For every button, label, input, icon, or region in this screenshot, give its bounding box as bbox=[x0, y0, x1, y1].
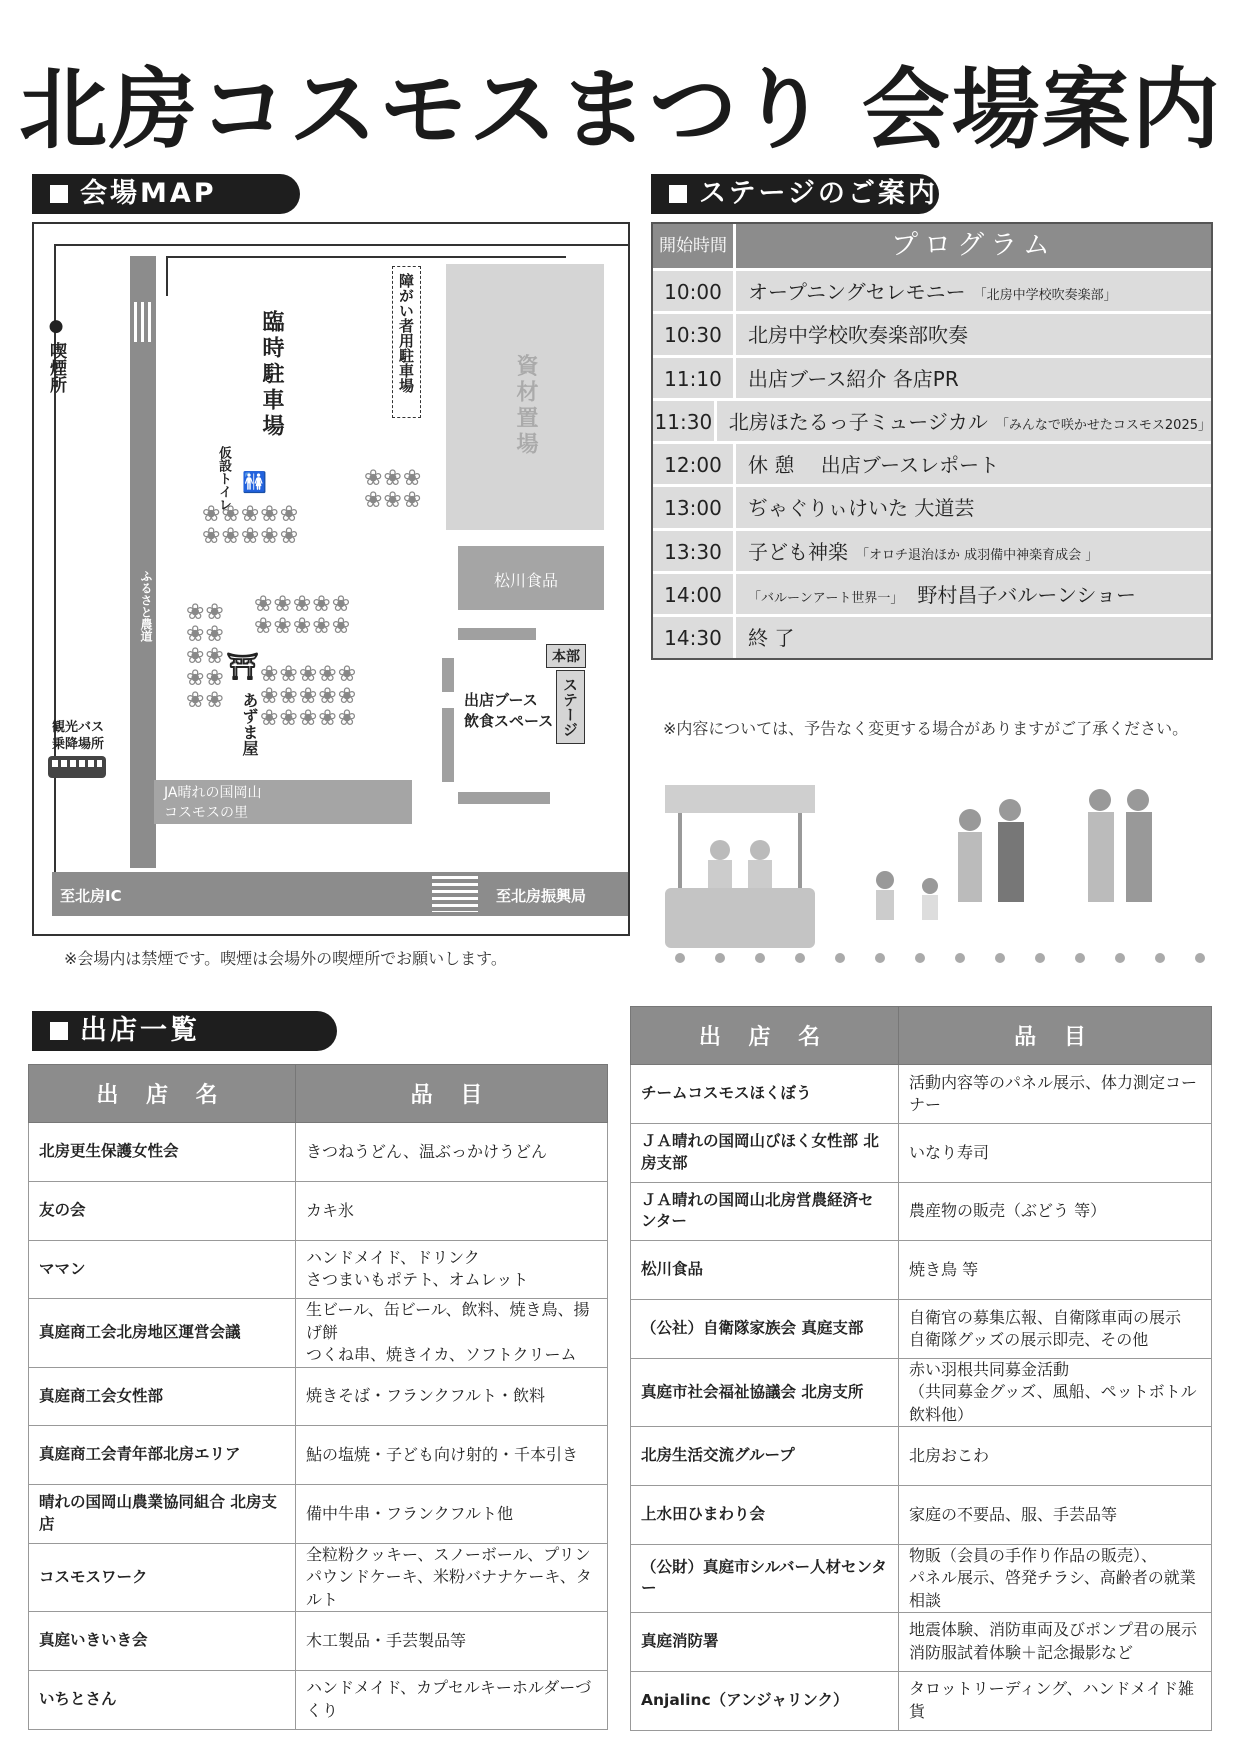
bus-stop-label: 観光バス 乗降場所 bbox=[52, 720, 105, 752]
shop-item: 焼きそば・フランクフルト・飲料 bbox=[296, 1367, 608, 1426]
illustration bbox=[660, 780, 1215, 970]
shop-item: カキ氷 bbox=[296, 1181, 608, 1240]
shop-item-header: 品 目 bbox=[899, 1007, 1212, 1065]
stage-row bbox=[653, 398, 1211, 441]
shop-item: きつねうどん、温ぶっかけうどん bbox=[296, 1123, 608, 1182]
program-column-header: プログラム bbox=[891, 230, 1056, 261]
stage-program bbox=[736, 531, 1211, 571]
shop-name: 真庭いきいき会 bbox=[29, 1612, 296, 1671]
table-row bbox=[631, 1427, 1212, 1486]
shop-name: 上水田ひまわり会 bbox=[631, 1485, 899, 1544]
square-icon bbox=[50, 185, 68, 203]
stage-program-title: 休 憩 出店ブースレポート bbox=[748, 453, 1000, 478]
farm-road bbox=[130, 256, 156, 868]
stage-time: 14:00 bbox=[653, 574, 736, 614]
cosmos-field: ❀❀❀❀❀ ❀❀❀❀❀ ❀❀❀❀❀ bbox=[260, 662, 358, 731]
shop-name: 晴れの国岡山農業協同組合 北房支店 bbox=[29, 1485, 296, 1544]
stage-program bbox=[736, 617, 1211, 657]
table-row bbox=[29, 1670, 608, 1729]
table-row bbox=[29, 1367, 608, 1426]
cosmos-field: ❀❀ ❀❀ ❀❀ ❀❀ ❀❀ bbox=[186, 600, 225, 713]
ja-cosmos-label: JA晴れの国岡山 コスモスの里 bbox=[164, 785, 262, 821]
table-row bbox=[29, 1123, 608, 1182]
shop-table-right bbox=[630, 1006, 1212, 1731]
venue-map bbox=[32, 222, 630, 936]
stage-row bbox=[653, 311, 1211, 354]
shop-name: 松川食品 bbox=[631, 1241, 899, 1300]
shop-item: 地震体験、消防車両及びポンプ君の展示 消防服試着体験＋記念撮影など bbox=[899, 1612, 1212, 1671]
stage-time: 13:30 bbox=[653, 531, 736, 571]
shop-name: 北房生活交流グループ bbox=[631, 1427, 899, 1486]
stage-time: 12:00 bbox=[653, 444, 736, 484]
shop-name: （公社）自衛隊家族会 真庭支部 bbox=[631, 1300, 899, 1359]
bus-icon bbox=[48, 756, 106, 778]
toilet-icon: 🚻 bbox=[242, 470, 267, 494]
stage-program-title: ぢゃぐりぃけいた 大道芸 bbox=[748, 496, 975, 521]
cosmos-field: ❀❀❀ ❀❀❀ bbox=[364, 466, 423, 513]
stage-schedule bbox=[651, 222, 1213, 660]
shop-item: 北房おこわ bbox=[899, 1427, 1212, 1486]
smoking-area-label: ● 喫煙所 bbox=[46, 316, 66, 393]
shop-name: コスモスワーク bbox=[29, 1543, 296, 1611]
shop-item: 自衛官の募集広報、自衛隊車両の展示 自衛隊グッズの展示即売、その他 bbox=[899, 1300, 1212, 1359]
shop-item: 生ビール、缶ビール、飲料、焼き鳥、揚げ餅 つくね串、焼きイカ、ソフトクリーム bbox=[296, 1299, 608, 1367]
section-header-map: 会場MAP bbox=[32, 174, 300, 214]
shop-item: タロットリーディング、ハンドメイド雑貨 bbox=[899, 1671, 1212, 1730]
stage-row bbox=[653, 484, 1211, 527]
shop-name: 北房更生保護女性会 bbox=[29, 1123, 296, 1182]
shop-item: ハンドメイド、ドリンク さつまいもポテト、オムレット bbox=[296, 1240, 608, 1299]
shop-item: 鮎の塩焼・子ども向け射的・千本引き bbox=[296, 1426, 608, 1485]
stage-program-title: オープニングセレモニー bbox=[748, 280, 966, 304]
page-title: 北房コスモスまつり 会場案内 bbox=[19, 58, 1222, 161]
shop-item: いなり寿司 bbox=[899, 1123, 1212, 1182]
stage-program bbox=[736, 358, 1211, 398]
shop-name: 真庭消防署 bbox=[631, 1612, 899, 1671]
cosmos-field: ❀❀❀❀❀ ❀❀❀❀❀ bbox=[202, 502, 300, 549]
stage-program bbox=[736, 271, 1211, 311]
shop-item: 家庭の不要品、服、手芸品等 bbox=[899, 1485, 1212, 1544]
materials-label: 資材置場 bbox=[513, 354, 538, 458]
stage-row bbox=[653, 355, 1211, 398]
table-row bbox=[29, 1299, 608, 1367]
table-row bbox=[631, 1300, 1212, 1359]
azumaya-label: あずま屋 bbox=[240, 692, 259, 756]
shop-item: 焼き鳥 等 bbox=[899, 1241, 1212, 1300]
stage-program-note: 「バルーンアート世界一」 bbox=[748, 591, 904, 607]
stage-program bbox=[736, 487, 1211, 527]
table-row bbox=[29, 1485, 608, 1544]
shop-name: 真庭商工会青年部北房エリア bbox=[29, 1426, 296, 1485]
table-row bbox=[29, 1612, 608, 1671]
stage-program-note: 「みんなで咲かせたコスモス2025」 bbox=[995, 417, 1211, 433]
honbu-label: 本部 bbox=[546, 644, 586, 668]
shop-item: ハンドメイド、カプセルキーホルダーづくり bbox=[296, 1670, 608, 1729]
disabled-parking-label: 障がい者用駐車場 bbox=[392, 266, 421, 418]
table-row bbox=[631, 1182, 1212, 1241]
azumaya-icon: ⛩ bbox=[226, 652, 260, 682]
temp-parking-label: 臨時駐車場 bbox=[259, 310, 284, 440]
shop-table-left bbox=[28, 1064, 608, 1730]
shop-name: いちとさん bbox=[29, 1670, 296, 1729]
table-row bbox=[29, 1426, 608, 1485]
shop-item: 備中牛串・フランクフルト他 bbox=[296, 1485, 608, 1544]
stage-time: 14:30 bbox=[653, 617, 736, 657]
stage-note: ※内容については、予告なく変更する場合がありますがご了承ください。 bbox=[663, 719, 1189, 738]
stage-program-title: 野村昌子バルーンショー bbox=[917, 583, 1137, 608]
table-row bbox=[631, 1065, 1212, 1124]
stage-program bbox=[736, 444, 1211, 484]
square-icon bbox=[669, 185, 687, 203]
farm-road-label: ふるさと農道 bbox=[139, 570, 153, 642]
shop-item: 活動内容等のパネル展示、体力測定コーナー bbox=[899, 1065, 1212, 1124]
table-row bbox=[631, 1358, 1212, 1426]
stage-time: 10:00 bbox=[653, 271, 736, 311]
stage-program-title: 子ども神楽 bbox=[748, 539, 848, 564]
shop-name: ＪＡ晴れの国岡山北房営農経済センター bbox=[631, 1182, 899, 1241]
stage-program-note: 「オロチ退治ほか 成羽備中神楽育成会 」 bbox=[856, 547, 1099, 563]
shop-name-header: 出 店 名 bbox=[29, 1065, 296, 1123]
stage-program-note: 「北房中学校吹奏楽部」 bbox=[973, 288, 1117, 303]
shop-name: 友の会 bbox=[29, 1181, 296, 1240]
stage-program bbox=[717, 401, 1211, 441]
stage-program-title: 出店ブース紹介 各店PR bbox=[748, 366, 959, 391]
table-row bbox=[29, 1181, 608, 1240]
stage-row bbox=[653, 268, 1211, 311]
stage-program-title: 北房ほたるっ子ミュージカル bbox=[728, 409, 988, 434]
stage-row bbox=[653, 571, 1211, 614]
booth-label: 出店ブース 飲食スペース bbox=[464, 691, 554, 730]
stage-time: 11:10 bbox=[653, 358, 736, 398]
shop-item-header: 品 目 bbox=[296, 1065, 608, 1123]
to-ic-label: 至北房IC bbox=[60, 887, 122, 905]
stage-program bbox=[736, 574, 1211, 614]
shop-item: 全粒粉クッキー、スノーボール、プリン パウンドケーキ、米粉バナナケーキ、タルト bbox=[296, 1543, 608, 1611]
table-row bbox=[29, 1543, 608, 1611]
stage-time: 10:30 bbox=[653, 314, 736, 354]
stage-row bbox=[653, 614, 1211, 657]
stage-program-title: 北房中学校吹奏楽部吹奏 bbox=[748, 323, 968, 348]
shop-name: ＪＡ晴れの国岡山びほく女性部 北房支部 bbox=[631, 1123, 899, 1182]
table-row bbox=[631, 1671, 1212, 1730]
table-row bbox=[631, 1612, 1212, 1671]
shop-name: （公財）真庭市シルバー人材センター bbox=[631, 1544, 899, 1612]
shop-name: Anjalinc（アンジャリンク） bbox=[631, 1671, 899, 1730]
shop-item: 物販（会員の手作り作品の販売）、 パネル展示、啓発チラシ、高齢者の就業相談 bbox=[899, 1544, 1212, 1612]
stage-row bbox=[653, 441, 1211, 484]
square-icon bbox=[50, 1022, 68, 1040]
shop-name: チームコスモスほくぼう bbox=[631, 1065, 899, 1124]
matsukawa-label: 松川食品 bbox=[494, 571, 559, 590]
shop-item: 農産物の販売（ぶどう 等） bbox=[899, 1182, 1212, 1241]
table-row bbox=[631, 1544, 1212, 1612]
shop-item: 赤い羽根共同募金活動 （共同募金グッズ、風船、ペットボトル飲料他） bbox=[899, 1358, 1212, 1426]
stage-row bbox=[653, 528, 1211, 571]
festival-illustration bbox=[660, 780, 1215, 970]
table-row bbox=[631, 1485, 1212, 1544]
stage-map-label: ステージ bbox=[556, 670, 585, 744]
table-row bbox=[631, 1123, 1212, 1182]
cosmos-field: ❀❀❀❀❀ ❀❀❀❀❀ bbox=[254, 592, 352, 639]
to-office-label: 至北房振興局 bbox=[496, 887, 587, 905]
shop-name-header: 出 店 名 bbox=[631, 1007, 899, 1065]
shop-item: 木工製品・手芸製品等 bbox=[296, 1612, 608, 1671]
toilet-label: 仮設トイレ bbox=[216, 446, 231, 511]
stage-program-title: 終 了 bbox=[748, 626, 795, 651]
shop-name: 真庭商工会北房地区運営会議 bbox=[29, 1299, 296, 1367]
shop-name: 真庭市社会福祉協議会 北房支所 bbox=[631, 1358, 899, 1426]
map-note: ※会場内は禁煙です。喫煙は会場外の喫煙所でお願いします。 bbox=[64, 949, 507, 968]
shop-name: 真庭商工会女性部 bbox=[29, 1367, 296, 1426]
table-row bbox=[631, 1241, 1212, 1300]
stage-time: 11:30 bbox=[653, 401, 717, 441]
table-row bbox=[29, 1240, 608, 1299]
time-column-header: 開始時間 bbox=[653, 224, 736, 268]
shop-name: ママン bbox=[29, 1240, 296, 1299]
section-header-shops: 出店一覧 bbox=[32, 1011, 337, 1051]
section-header-stage: ステージのご案内 bbox=[651, 174, 939, 214]
stage-program bbox=[736, 314, 1211, 354]
stage-time: 13:00 bbox=[653, 487, 736, 527]
